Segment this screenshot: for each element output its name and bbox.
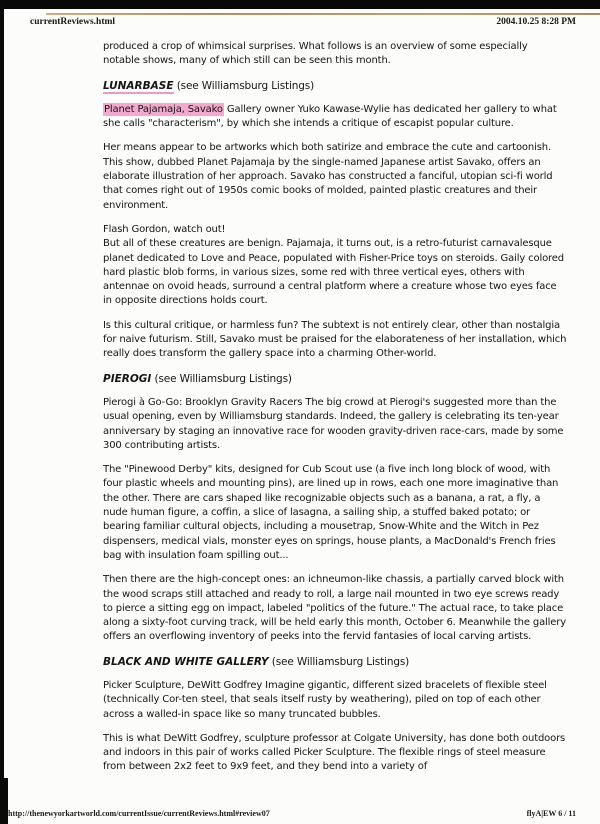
paragraph bbox=[103, 573, 567, 644]
text-run: This is what DeWitt Godfrey, sculpture professor at Colgate University, has done both outdoors and indoors in this pair of works called Picker Sculpture. The flexible rings of steel measure from between 2x2 feet to 9x9 feet, and they bend into a variety of bbox=[103, 732, 566, 773]
paragraph bbox=[103, 679, 567, 722]
scan-artifact-top-edge bbox=[0, 0, 600, 9]
text-run: Gallery owner Yuko Kawase-Wylie has dedicated her gallery to what she calls "characterism", by which she intends a critique of escapist popular culture. bbox=[103, 103, 557, 130]
print-header bbox=[30, 17, 576, 27]
header-rule bbox=[46, 13, 600, 15]
print-footer bbox=[8, 809, 576, 818]
text-run: Then there are the high-concept ones: an ichneumon-like chassis, a partially carved block with the wood scraps still attached and ready to roll, a large nail mounted in two eye screws ready to pierce a sitting egg on impact, labeled "politics of the future." The actual race, to take place along a sixty-foot curving track, will be held early this month, October 6. Meanwhile the gallery offers an overflowing inventory of peeks into the fervid fantasies of local carving artists. bbox=[103, 574, 567, 643]
gallery-heading-suffix: (see Williamsburg Listings) bbox=[151, 372, 292, 385]
paragraph bbox=[103, 396, 567, 453]
text-run: The "Pinewood Derby" kits, designed for Cub Scout use (a five inch long block of wood, with four plastic wheels and mounting pins), are lined up in rows, each one more imaginative than the other. There are cars shaped like recognizable objects such as a banana, a rat, a fly, a nude human figure, a coffin, a slice of lasagna, a sailing ship, a stuffed baked potato; or bearing familiar cultural objects, including a mousetrap, Snow-White and the Witch in Pez dispensers, medical vials, monster eyes on springs, house plants, a MacDonald's French fries bag with insulation foam spilling out... bbox=[103, 464, 559, 561]
gallery-name: LUNARBASE bbox=[103, 79, 174, 92]
paragraph bbox=[103, 103, 567, 132]
highlighted-text: Planet Pajamaja, Savako bbox=[104, 103, 223, 115]
gallery-name: PIEROGI bbox=[103, 372, 152, 385]
gallery-heading bbox=[103, 372, 567, 386]
paragraph bbox=[103, 40, 567, 69]
footer-url: http://thenewyorkartworld.com/currentIssue/currentReviews.html#review07 bbox=[8, 809, 270, 818]
gallery-heading bbox=[103, 79, 567, 93]
footer-page-label: flyA|EW 6 / 11 bbox=[526, 809, 576, 818]
paragraph bbox=[103, 732, 567, 775]
text-run: Picker Sculpture, DeWitt Godfrey Imagine gigantic, different sized bracelets of flexible steel (technically Cor-ten steel, that seals itself rusty by weathering), piled on top of each other across a walled-in space like so many truncated bubbles. bbox=[103, 679, 547, 720]
gallery-heading bbox=[103, 655, 567, 669]
scan-artifact-left-edge bbox=[0, 0, 4, 824]
text-run: Is this cultural critique, or harmless fun? The subtext is not entirely clear, other than nostalgia for naive futurism. Still, Savako must be praised for the elaborateness of her installation, which really does transform the gallery space into a charming Other-world. bbox=[103, 319, 567, 360]
scan-artifact-bottom-left-corner bbox=[0, 778, 8, 824]
paragraph bbox=[103, 141, 567, 212]
paragraph bbox=[103, 319, 567, 362]
text-run: Flash Gordon, watch out! bbox=[103, 223, 226, 235]
text-run: produced a crop of whimsical surprises. What follows is an overview of some especially notable shows, many of which still can be seen this month. bbox=[103, 41, 528, 67]
gallery-heading-suffix: (see Williamsburg Listings) bbox=[173, 79, 315, 92]
paragraph bbox=[103, 223, 567, 309]
article-body bbox=[103, 40, 567, 785]
text-run: Pierogi à Go-Go: Brooklyn Gravity Racers The big crowd at Pierogi's suggested more than the usual opening, even by Williamsburg standards. Indeed, the gallery is celebrating its ten-year anniversary by staging an innovative race for wooden gravity-driven race-cars, made by some 300 contributing artists. bbox=[103, 396, 564, 451]
text-run: Her means appear to be artworks which both satirize and embrace the cute and cartoonish. This show, dubbed Planet Pajamaja by the single-named Japanese artist Savako, offers an elaborate illustration of her approach. Savako has constructed a fanciful, utopian sci-fi world that comes right out of 1950s comic books of molded, painted plastic creatures and their environment. bbox=[103, 142, 553, 211]
header-filename: currentReviews.html bbox=[30, 17, 116, 27]
gallery-heading-suffix: (see Williamsburg Listings) bbox=[268, 655, 410, 668]
gallery-name: BLACK AND WHITE GALLERY bbox=[103, 655, 269, 668]
paragraph bbox=[103, 463, 567, 563]
header-datetime: 2004.10.25 8:28 PM bbox=[496, 17, 576, 27]
text-run: But all of these creatures are benign. Pajamaja, it turns out, is a retro-futurist carnavalesque planet dedicated to Love and Peace, populated with Fisher-Price toys on steroids. Gaily colored hard plastic blob forms, in various sizes, some red with three vertical eyes, others with antennae on ovoid heads, surround a central platform where a creature whose two eyes face in opposite directions holds court. bbox=[103, 238, 564, 307]
